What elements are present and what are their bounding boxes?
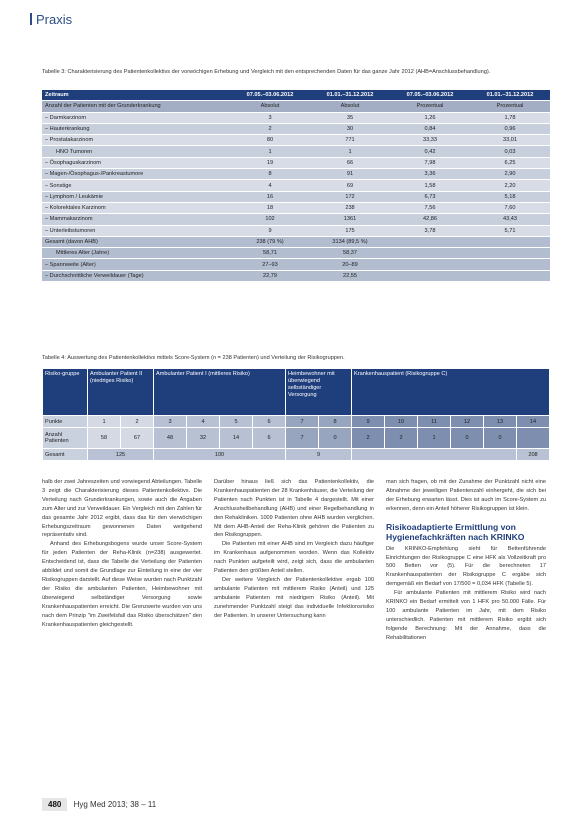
text-column-1	[42, 478, 202, 629]
table3-cell: 238	[310, 202, 390, 213]
table3-cell: – Mammakarzinom	[42, 214, 230, 225]
table3-cell: – Prostatakarzinom	[42, 135, 230, 146]
paragraph: Die Patienten mit einer AHB sind im Vergleich dazu häufiger im Krankenhaus aufgenommen worden. Wenn das Kollektiv nach Punkten aufgeteilt wird, zeigt sich, dass die ambulanten Patienten den größten Anteil stellen.	[214, 541, 374, 575]
table3-subheader-row	[42, 101, 550, 112]
table3-row	[42, 146, 550, 157]
table3-row	[42, 214, 550, 225]
table3-cell: – Durchschnittliche Verweildauer (Tage)	[42, 270, 230, 281]
paragraph: man sich fragen, ob mit der Zunahme der Punktzahl nicht eine Abnahme der jeweiligen Patientenzahl einhergeht, die sich bei der Erhebung erwarten lässt. Dies ist auch im Score-System zu erkennen, denn ein Anteil höherer Risikogruppen ist klein.	[386, 479, 546, 512]
table4-count-cell: 0	[484, 428, 517, 449]
table4-point-cell: 14	[517, 416, 550, 428]
table4-count-cell: 6	[253, 428, 286, 449]
table3-cell: 1,58	[390, 180, 470, 191]
table3-cell: – Lymphom / Leukämie	[42, 191, 230, 202]
section-bar	[30, 13, 32, 25]
table4-total-cell: 125	[88, 449, 154, 461]
table4-point-cell: 12	[451, 416, 484, 428]
table3-cell: 1361	[310, 214, 390, 225]
table3-cell: – Sonstige	[42, 180, 230, 191]
table3-cell: 7,98	[390, 157, 470, 168]
table3-cell: 22,79	[230, 270, 310, 281]
table3-summary-row	[42, 248, 550, 259]
journal-citation: Hyg Med 2013; 38 – 11	[73, 800, 157, 809]
table3-cell: 3,78	[390, 225, 470, 236]
table3-cell: 0,03	[470, 146, 550, 157]
table3-cell	[470, 259, 550, 270]
table3-cell: 16	[230, 191, 310, 202]
table3-cell: 1	[230, 146, 310, 157]
table4-row-label: Punkte	[43, 416, 88, 428]
table3-cell: 66	[310, 157, 390, 168]
table4-count-cell: 1	[418, 428, 451, 449]
table3-cell: – Kolorektales Karzinom	[42, 202, 230, 213]
table4-point-cell: 11	[418, 416, 451, 428]
table4-point-cell: 7	[286, 416, 319, 428]
table4-count-cell: 58	[88, 428, 121, 449]
table3-row	[42, 191, 550, 202]
paragraph: Darüber hinaus ließ sich das Patientenkollektiv, die Krankenhauspatienten der 28 Krankenhäuser, die Verteilung der Patienten nach Punkten ist in Tabelle 4 dargestellt. Mit einer Anschlussheilbehandlung (AHB) und einer Regelbehandlung in den Rehakliniken. 1009 Patienten ohne AHB wurden verglichen. Mit dem AHB-Anteil der Reha-Klinik gehören die Patienten zu den Risikogruppen.	[214, 479, 374, 539]
table3-cell	[390, 270, 470, 281]
table4-point-cell: 5	[220, 416, 253, 428]
table3-header-cell: Zeitraum	[42, 90, 230, 101]
table3-cell: 7,56	[390, 202, 470, 213]
table3-cell: – Hauterkrankung	[42, 123, 230, 134]
table3-cell: Mittleres Alter (Jahre)	[42, 248, 230, 259]
table4-total-row	[43, 449, 550, 461]
paragraph: Die KRINKO-Empfehlung sieht für Bettenführende Einrichtungen der Risikogruppe C eine HFK als Vollzeitkraft pro 500 Betten vor (5). Für die berechneten 17 Krankenhauspatienten der Risikogruppe C ergäbe sich demgemäß ein Bedarf von 17/500 = 0,034 HFK (Tabelle 5).	[386, 545, 546, 588]
table4-total-cell: 208	[517, 449, 550, 461]
table3-cell: 2,20	[470, 180, 550, 191]
table3-cell: 43,43	[470, 214, 550, 225]
table4-point-cell: 2	[121, 416, 154, 428]
table3-row	[42, 180, 550, 191]
table3-cell: – Spannweite (Alter)	[42, 259, 230, 270]
paragraph: Für ambulante Patienten mit mittlerem Risiko wird nach KRINKO ein Bedarf ermittelt von 1 HFK pro 50.000 Fälle. Für 100 ambulante Patienten im Jahr, mit dem Risiko unterschiedlich. Patienten mit mittlerem Risiko ergibt sich folgende Berechnung: Mit der Annahme, dass die Rehabilitationen	[386, 590, 546, 641]
table3-cell	[470, 248, 550, 259]
page-footer	[42, 798, 156, 811]
table3-cell: 771	[310, 135, 390, 146]
table4-header-hospital: Krankenhauspatient (Risikogruppe C)	[352, 369, 550, 416]
table3-cell: 5,18	[470, 191, 550, 202]
page-number: 480	[42, 798, 67, 811]
table4-point-cell: 9	[352, 416, 385, 428]
table4-point-cell: 4	[187, 416, 220, 428]
table3-cell: 80	[230, 135, 310, 146]
table3-cell: 9	[230, 225, 310, 236]
table3-cell	[390, 248, 470, 259]
table3-cell: 7,60	[470, 202, 550, 213]
paragraph: Der weitere Vergleich der Patientenkollektive ergab 100 ambulante Patienten mit mittlerem Risiko (Anteil) und 125 ambulante Patienten mit niedrigem Risiko (Anteil). Mit zunehmender Punktzahl steigt das individuelle Infektionsrisiko der Patienten. In unserer Untersuchung kann	[214, 576, 374, 619]
table3-cell: 0,42	[390, 146, 470, 157]
table4-count-cell: 14	[220, 428, 253, 449]
table3-summary-row	[42, 236, 550, 247]
table3-cell	[470, 270, 550, 281]
table3-cell: 5,71	[470, 225, 550, 236]
section-heading: Risikoadaptierte Ermittlung von Hygienefachkräften nach KRINKO	[386, 521, 525, 542]
section-title	[30, 12, 72, 27]
table3-header-cell: 01.01.–31.12.2012	[470, 90, 550, 101]
table3-summary-row	[42, 270, 550, 281]
table3-cell: – Darmkarzinom	[42, 112, 230, 123]
table4-point-cell: 3	[154, 416, 187, 428]
table3-cell	[390, 236, 470, 247]
text-column-3	[386, 478, 546, 643]
table4-count-cell	[517, 428, 550, 449]
table3-cell: 18	[230, 202, 310, 213]
table3-cell: 35	[310, 112, 390, 123]
table3-cell: 19	[230, 157, 310, 168]
table4-point-cell: 1	[88, 416, 121, 428]
table3-cell: 6,73	[390, 191, 470, 202]
table3-cell	[470, 236, 550, 247]
table4-counts-row	[43, 428, 550, 449]
table3-cell	[390, 259, 470, 270]
table3-cell: – Ösophaguskarzinom	[42, 157, 230, 168]
paragraph: Anhand des Erhebungsbogens wurde unser Score-System für jeden Patienten der Reha-Klinik (n=238) ausgewertet. Entscheidend ist, dass die Tabelle die Verteilung der Patienten abbildet und somit die Grundlage zur Einteilung in eine der vier Risikogruppen darstellt. Auf diese Weise wurden nach Punktzahl der Risiko die ambulanten Patienten, Heimbewohner mit überwiegend selbständiger Versorgung sowie Krankenhauspatienten erreicht. Die Grenzwerte wurden von uns nach dem Prinzip "im Zweifelsfall das Risiko überschätzen" den Krankenhauspatienten gleichgestellt.	[42, 541, 202, 628]
table3-header-cell: 01.01.–31.12.2012	[310, 90, 390, 101]
table4-caption: Tabelle 4: Auswertung des Patientenkollektivs mittels Score-System (n = 238 Patienten) und Verteilung der Risikogruppen.	[42, 355, 345, 361]
table3-cell: 8	[230, 169, 310, 180]
table3-cell: 175	[310, 225, 390, 236]
table4-count-cell: 7	[286, 428, 319, 449]
table3-row	[42, 123, 550, 134]
table3-cell: 1,78	[470, 112, 550, 123]
table3-cell: 102	[230, 214, 310, 225]
table3-subheader-cell: Prozentual	[470, 101, 550, 112]
table4-total-cell: 9	[286, 449, 352, 461]
table4-point-cell: 6	[253, 416, 286, 428]
table4-point-cell: 8	[319, 416, 352, 428]
table3-cell: 3,36	[390, 169, 470, 180]
table4-row-label: Gesamt	[43, 449, 88, 461]
table4	[42, 368, 550, 461]
table3-cell: 2,90	[470, 169, 550, 180]
table3-row	[42, 157, 550, 168]
table4-total-cell	[352, 449, 517, 461]
table4-count-cell: 0	[451, 428, 484, 449]
table3-summary-row	[42, 259, 550, 270]
table3-subheader-cell: Anzahl der Patienten mit der Grunderkrankung	[42, 101, 230, 112]
table4-count-cell: 67	[121, 428, 154, 449]
table3-cell: 58,71	[230, 248, 310, 259]
table4-point-cell: 10	[385, 416, 418, 428]
table4-total-cell: 100	[154, 449, 286, 461]
table3-header-cell: 07.05.–03.06.2012	[230, 90, 310, 101]
table4-count-cell: 48	[154, 428, 187, 449]
table3-cell: 2	[230, 123, 310, 134]
table4-points-row	[43, 416, 550, 428]
table3-cell: 30	[310, 123, 390, 134]
table3-cell: 22,55	[310, 270, 390, 281]
table3	[42, 90, 550, 282]
paragraph: halb der zwei Jahreszeiten und vorwiegend Abteilungen. Tabelle 3 zeigt die Charakterisierung dieses Patientenkollektivs. Die Verteilung nach Grunderkrankungen, sowie auch die Angaben zum Alter und zur Verweildauer. Ein Vergleich mit den Zahlen für das gesamte Jahr 2012 ergibt, dass das für den vierwöchigen Erhebungszeitraum gewonnenen Daten weitgehend repräsentativ sind.	[42, 479, 202, 539]
table3-row	[42, 169, 550, 180]
table3-row	[42, 112, 550, 123]
table4-count-cell: 32	[187, 428, 220, 449]
table3-cell: 42,86	[390, 214, 470, 225]
table3-cell: 6,25	[470, 157, 550, 168]
table4-header-group: Risiko-gruppe	[43, 369, 88, 416]
table4-count-cell: 2	[352, 428, 385, 449]
table3-cell: – Unterleibstumoren	[42, 225, 230, 236]
table3-header-cell: 07.05.–03.06.2012	[390, 90, 470, 101]
table3-cell: 3	[230, 112, 310, 123]
table4-header-mid-risk: Ambulanter Patient I (mittleres Risiko)	[154, 369, 286, 416]
section-label: Praxis	[36, 12, 73, 27]
table3-subheader-cell: Prozentual	[390, 101, 470, 112]
table3-cell: 238 (79 %)	[230, 236, 310, 247]
table3-cell: 33,33	[390, 135, 470, 146]
table4-point-cell: 13	[484, 416, 517, 428]
table4-count-cell: 0	[319, 428, 352, 449]
table4-header-home: Heimbewohner mit überwiegend selbständiger Versorgung	[286, 369, 352, 416]
table3-subheader-cell: Absolut	[310, 101, 390, 112]
table3-cell: 4	[230, 180, 310, 191]
table3-row	[42, 225, 550, 236]
table3-cell: 0,96	[470, 123, 550, 134]
table3-caption: Tabelle 3: Charakterisierung des Patientenkollektivs der vorwöchigen Erhebung und Vergleich mit den entsprechenden Daten für das ganze Jahr 2012 (AHB=Anschlussbehandlung).	[42, 69, 491, 75]
table3-cell: 1,26	[390, 112, 470, 123]
table4-row-label: Anzahl Patienten	[43, 428, 88, 449]
table3-subheader-cell: Absolut	[230, 101, 310, 112]
table3-cell: HNO Tumoren	[42, 146, 230, 157]
text-column-2	[214, 478, 374, 621]
table3-cell: Gesamt (davon AHB)	[42, 236, 230, 247]
table4-header-low-risk: Ambulanter Patient II (niedriges Risiko)	[88, 369, 154, 416]
table3-cell: 69	[310, 180, 390, 191]
table3-cell: 3134 (89,5 %)	[310, 236, 390, 247]
table3-cell: 91	[310, 169, 390, 180]
table3-cell: 172	[310, 191, 390, 202]
table3-cell: 0,84	[390, 123, 470, 134]
table3-cell: 1	[310, 146, 390, 157]
table3-cell: 58,37	[310, 248, 390, 259]
table4-count-cell: 2	[385, 428, 418, 449]
table3-row	[42, 202, 550, 213]
table3-cell: – Magen-/Ösophagus-/Pankreastumore	[42, 169, 230, 180]
table3-cell: 33,01	[470, 135, 550, 146]
table3-cell: 27–93	[230, 259, 310, 270]
table3-header-row	[42, 90, 550, 101]
table3-cell: 20–89	[310, 259, 390, 270]
table4-header-row	[43, 369, 550, 416]
table3-row	[42, 135, 550, 146]
